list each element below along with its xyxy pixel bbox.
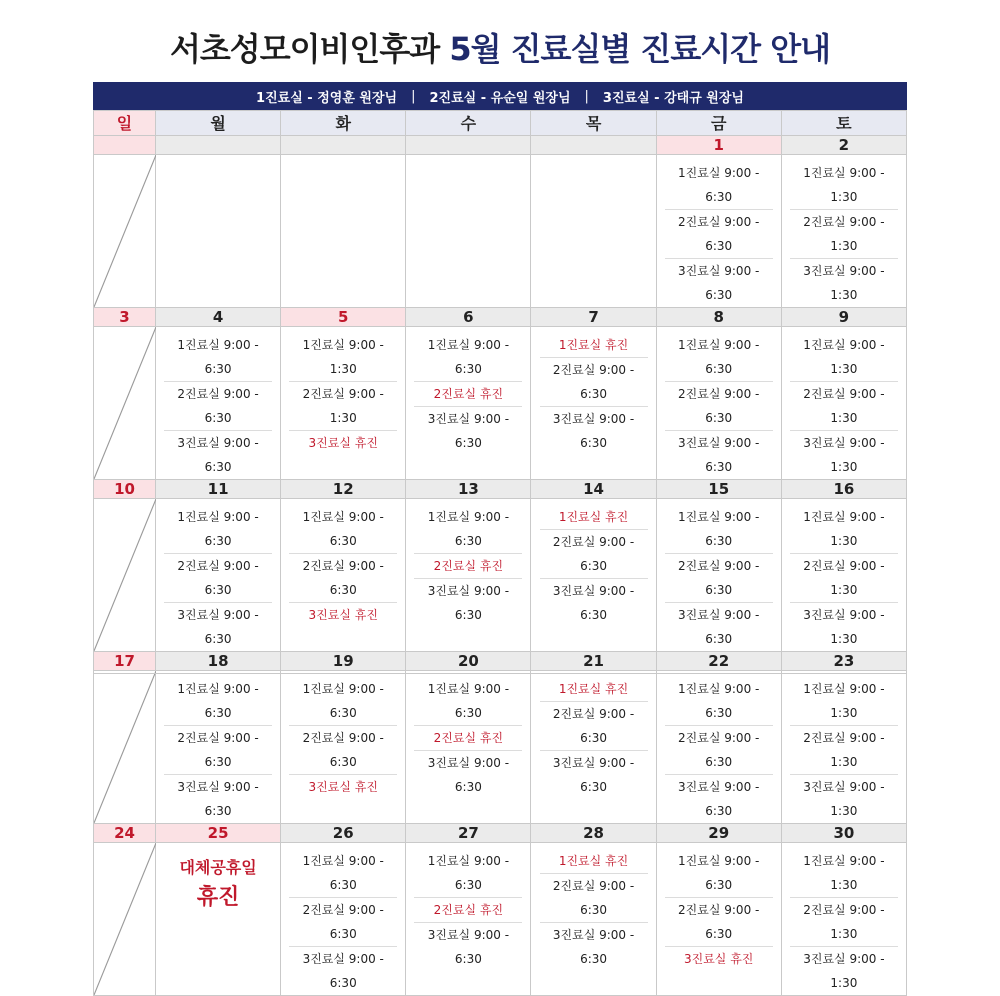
date-number: 21 [583, 652, 604, 670]
room-closed-slot: 2진료실 휴진 [414, 726, 522, 751]
day-schedule-cell [531, 155, 656, 308]
date-cell [281, 136, 406, 155]
room-slot-list [657, 843, 781, 971]
date-number: 16 [833, 480, 855, 498]
room-closed-slot: 3진료실 휴진 [308, 608, 378, 622]
date-number: 30 [833, 824, 855, 842]
room-hours-slot: 3진료실 9:00 - 6:30 [678, 264, 760, 302]
room-closed-slot: 1진료실 휴진 [540, 505, 648, 530]
day-schedule-cell [656, 671, 781, 824]
room-hours-slot: 2진료실 9:00 - 1:30 [790, 210, 898, 259]
date-cell [156, 308, 281, 327]
room-slot-list [406, 671, 530, 799]
room-closed-slot: 1진료실 휴진 [540, 677, 648, 702]
room-slot-list [657, 671, 781, 823]
room-hours-slot: 2진료실 9:00 - 6:30 [665, 382, 773, 431]
room-hours-slot: 1진료실 9:00 - 1:30 [790, 505, 898, 554]
date-cell [156, 824, 281, 843]
date-number: 9 [838, 308, 850, 326]
date-number: 6 [463, 308, 474, 326]
day-schedule-cell [281, 327, 406, 480]
room-slot-list [782, 843, 906, 995]
day-schedule-cell [281, 499, 406, 652]
day-schedule-cell [406, 843, 531, 996]
room-hours-slot: 3진료실 9:00 - 6:30 [552, 412, 635, 450]
room-hours-slot: 1진료실 9:00 - 6:30 [665, 849, 773, 898]
day-schedule-cell [156, 327, 281, 480]
room-slot-list [281, 155, 405, 161]
day-schedule-cell [531, 843, 656, 996]
room-hours-slot: 1진료실 9:00 - 6:30 [289, 849, 397, 898]
room-hours-slot: 2진료실 9:00 - 6:30 [289, 554, 397, 603]
date-cell [531, 824, 656, 843]
date-number: 10 [114, 480, 135, 498]
room-hours-slot: 3진료실 9:00 - 6:30 [552, 756, 635, 794]
room-hours-slot: 2진료실 9:00 - 6:30 [540, 358, 648, 407]
date-number: 3 [119, 308, 130, 326]
date-cell [781, 480, 906, 499]
date-cell [406, 652, 531, 671]
room-hours-slot: 1진료실 9:00 - 6:30 [414, 849, 522, 898]
date-cell [94, 652, 156, 671]
room-hours-slot: 2진료실 9:00 - 1:30 [790, 382, 898, 431]
room-hours-slot: 3진료실 9:00 - 6:30 [177, 780, 259, 818]
room-hours-slot: 3진료실 9:00 - 1:30 [803, 264, 885, 302]
date-cell [531, 308, 656, 327]
date-row [94, 136, 907, 155]
doctor-room-3: 3진료실 - 강태규 원장님 [602, 90, 744, 106]
room-closed-slot: 2진료실 휴진 [414, 898, 522, 923]
date-number: 7 [588, 308, 599, 326]
day-schedule-cell [656, 499, 781, 652]
date-cell [781, 308, 906, 327]
room-hours-slot: 3진료실 9:00 - 6:30 [678, 436, 760, 474]
day-schedule-cell [531, 327, 656, 480]
schedule-row [94, 671, 907, 824]
weekday-wed: 수 [406, 111, 531, 136]
closed-slash-icon [94, 327, 156, 479]
date-cell [94, 824, 156, 843]
date-number: 8 [713, 308, 724, 326]
date-number: 22 [708, 652, 730, 670]
date-cell [781, 136, 906, 155]
room-hours-slot: 3진료실 9:00 - 6:30 [678, 780, 760, 818]
room-hours-slot: 2진료실 9:00 - 6:30 [164, 554, 272, 603]
room-hours-slot: 2진료실 9:00 - 6:30 [289, 726, 397, 775]
room-slot-list [156, 155, 280, 161]
date-number: 23 [833, 652, 855, 670]
closed-slash-icon [94, 843, 156, 995]
day-schedule-cell [156, 671, 281, 824]
doctor-room-1: 1진료실 - 정영훈 원장님 [256, 90, 398, 106]
schedule-row [94, 843, 907, 996]
schedule-row [94, 499, 907, 652]
date-number: 1 [713, 136, 724, 154]
date-cell [656, 308, 781, 327]
day-schedule-cell [781, 499, 906, 652]
date-number: 28 [583, 824, 604, 842]
date-cell [281, 480, 406, 499]
room-hours-slot: 1진료실 9:00 - 6:30 [164, 505, 272, 554]
room-slot-list [531, 499, 655, 627]
room-slot-list [281, 499, 405, 627]
schedule-row [94, 155, 907, 308]
date-cell [656, 136, 781, 155]
room-slot-list [156, 671, 280, 823]
doctor-header-band [93, 82, 907, 110]
weekday-mon: 월 [156, 111, 281, 136]
room-closed-slot: 3진료실 휴진 [308, 436, 378, 450]
room-hours-slot: 2진료실 9:00 - 6:30 [540, 874, 648, 923]
day-schedule-cell [781, 671, 906, 824]
day-schedule-cell [156, 499, 281, 652]
room-hours-slot: 2진료실 9:00 - 6:30 [540, 530, 648, 579]
room-slot-list [406, 843, 530, 971]
room-hours-slot: 3진료실 9:00 - 6:30 [427, 584, 510, 622]
title-highlight: 5월 진료실별 진료시간 안내 [449, 30, 831, 68]
room-hours-slot: 1진료실 9:00 - 6:30 [289, 677, 397, 726]
date-row [94, 308, 907, 327]
date-number: 5 [338, 308, 349, 326]
room-hours-slot: 2진료실 9:00 - 6:30 [164, 382, 272, 431]
room-slot-list [531, 671, 655, 799]
room-hours-slot: 3진료실 9:00 - 1:30 [803, 780, 885, 818]
room-closed-slot: 2진료실 휴진 [414, 554, 522, 579]
room-hours-slot: 1진료실 9:00 - 6:30 [414, 505, 522, 554]
header-separator: | [584, 88, 589, 104]
holiday-cell [156, 843, 281, 996]
date-number: 17 [114, 652, 135, 670]
schedule-row [94, 327, 907, 480]
header-separator: | [411, 88, 416, 104]
room-closed-slot: 1진료실 휴진 [540, 333, 648, 358]
sunday-closed-cell [94, 843, 156, 996]
weekday-sat: 토 [781, 111, 906, 136]
day-schedule-cell [406, 327, 531, 480]
day-schedule-cell [656, 327, 781, 480]
date-cell [406, 824, 531, 843]
date-cell [94, 136, 156, 155]
room-slot-list [406, 499, 530, 627]
room-hours-slot: 3진료실 9:00 - 6:30 [177, 436, 259, 474]
date-number: 13 [457, 480, 479, 498]
room-slot-list [782, 155, 906, 307]
room-closed-slot: 2진료실 휴진 [414, 382, 522, 407]
sunday-closed-cell [94, 327, 156, 480]
date-cell [406, 136, 531, 155]
room-hours-slot: 1진료실 9:00 - 1:30 [790, 333, 898, 382]
date-number: 2 [838, 136, 850, 154]
date-cell [531, 480, 656, 499]
room-hours-slot: 1진료실 9:00 - 6:30 [665, 333, 773, 382]
room-hours-slot: 2진료실 9:00 - 1:30 [790, 898, 898, 947]
room-hours-slot: 3진료실 9:00 - 1:30 [803, 436, 885, 474]
date-cell [656, 824, 781, 843]
room-hours-slot: 3진료실 9:00 - 1:30 [803, 608, 885, 646]
room-hours-slot: 3진료실 9:00 - 6:30 [427, 412, 510, 450]
room-hours-slot: 1진료실 9:00 - 6:30 [665, 161, 773, 210]
room-slot-list [406, 327, 530, 455]
room-slot-list [782, 671, 906, 823]
sunday-closed-cell [94, 155, 156, 308]
date-cell [781, 652, 906, 671]
room-slot-list [531, 327, 655, 455]
doctor-room-2: 2진료실 - 유순일 원장님 [429, 90, 571, 106]
date-number: 24 [114, 824, 135, 842]
room-hours-slot: 1진료실 9:00 - 6:30 [414, 677, 522, 726]
room-hours-slot: 1진료실 9:00 - 1:30 [790, 849, 898, 898]
date-cell [156, 480, 281, 499]
room-hours-slot: 1진료실 9:00 - 1:30 [790, 161, 898, 210]
room-hours-slot: 3진료실 9:00 - 6:30 [552, 584, 635, 622]
weekday-header-row [94, 111, 907, 136]
room-hours-slot: 1진료실 9:00 - 1:30 [289, 333, 397, 382]
room-hours-slot: 3진료실 9:00 - 6:30 [552, 928, 635, 966]
room-closed-slot: 3진료실 휴진 [683, 952, 754, 966]
room-slot-list [531, 155, 655, 161]
date-cell [156, 652, 281, 671]
room-hours-slot: 3진료실 9:00 - 1:30 [803, 952, 885, 990]
day-schedule-cell [406, 155, 531, 308]
room-hours-slot: 3진료실 9:00 - 6:30 [427, 756, 510, 794]
room-closed-slot: 1진료실 휴진 [540, 849, 648, 874]
room-slot-list [156, 499, 280, 651]
room-hours-slot: 2진료실 9:00 - 6:30 [665, 210, 773, 259]
holiday-closed-label: 휴진 [196, 885, 240, 910]
day-schedule-cell [406, 671, 531, 824]
room-hours-slot: 2진료실 9:00 - 1:30 [289, 382, 397, 431]
room-hours-slot: 1진료실 9:00 - 6:30 [289, 505, 397, 554]
room-hours-slot: 3진료실 9:00 - 6:30 [427, 928, 510, 966]
date-number: 27 [457, 824, 479, 842]
room-hours-slot: 2진료실 9:00 - 6:30 [164, 726, 272, 775]
holiday-label: 대체공휴일 [179, 858, 257, 877]
room-hours-slot: 2진료실 9:00 - 6:30 [289, 898, 397, 947]
weekday-thu: 목 [531, 111, 656, 136]
date-cell [281, 824, 406, 843]
room-hours-slot: 1진료실 9:00 - 6:30 [665, 505, 773, 554]
room-hours-slot: 1진료실 9:00 - 6:30 [414, 333, 522, 382]
room-slot-list [281, 327, 405, 455]
day-schedule-cell [281, 671, 406, 824]
date-number: 29 [708, 824, 730, 842]
sunday-closed-cell [94, 671, 156, 824]
room-hours-slot: 3진료실 9:00 - 6:30 [302, 952, 384, 990]
date-number: 14 [583, 480, 604, 498]
room-hours-slot: 2진료실 9:00 - 6:30 [540, 702, 648, 751]
date-number: 25 [207, 824, 229, 842]
date-cell [781, 824, 906, 843]
closed-slash-icon [94, 155, 156, 307]
date-row [94, 480, 907, 499]
day-schedule-cell [406, 499, 531, 652]
room-slot-list [782, 327, 906, 479]
date-cell [406, 480, 531, 499]
date-number: 15 [708, 480, 730, 498]
sunday-closed-cell [94, 499, 156, 652]
room-closed-slot: 3진료실 휴진 [308, 780, 378, 794]
day-schedule-cell [781, 155, 906, 308]
date-number: 19 [332, 652, 354, 670]
weekday-tue: 화 [281, 111, 406, 136]
room-hours-slot: 3진료실 9:00 - 6:30 [678, 608, 760, 646]
date-number: 20 [457, 652, 479, 670]
date-cell [281, 652, 406, 671]
day-schedule-cell [781, 843, 906, 996]
date-cell [531, 652, 656, 671]
day-schedule-cell [656, 155, 781, 308]
closed-slash-icon [94, 671, 156, 823]
room-hours-slot: 2진료실 9:00 - 1:30 [790, 726, 898, 775]
date-cell [656, 652, 781, 671]
room-slot-list [281, 843, 405, 995]
closed-slash-icon [94, 499, 156, 651]
day-schedule-cell [281, 843, 406, 996]
schedule-calendar [93, 110, 907, 996]
title-clinic: 서초성모이비인후과 [169, 30, 450, 68]
date-cell [531, 136, 656, 155]
room-slot-list [406, 155, 530, 161]
room-hours-slot: 2진료실 9:00 - 6:30 [665, 898, 773, 947]
day-schedule-cell [531, 671, 656, 824]
room-slot-list [531, 843, 655, 971]
room-hours-slot: 1진료실 9:00 - 6:30 [665, 677, 773, 726]
day-schedule-cell [156, 155, 281, 308]
day-schedule-cell [531, 499, 656, 652]
room-hours-slot: 3진료실 9:00 - 6:30 [177, 608, 259, 646]
day-schedule-cell [781, 327, 906, 480]
date-number: 12 [332, 480, 354, 498]
room-hours-slot: 2진료실 9:00 - 1:30 [790, 554, 898, 603]
room-hours-slot: 1진료실 9:00 - 6:30 [164, 333, 272, 382]
date-cell [94, 480, 156, 499]
date-cell [281, 308, 406, 327]
room-slot-list [657, 155, 781, 307]
room-slot-list [782, 499, 906, 651]
room-slot-list [657, 327, 781, 479]
room-hours-slot: 1진료실 9:00 - 1:30 [790, 677, 898, 726]
room-hours-slot: 2진료실 9:00 - 6:30 [665, 554, 773, 603]
calendar-bottom-border [93, 673, 907, 674]
holiday-notice [156, 843, 280, 911]
date-cell [94, 308, 156, 327]
room-slot-list [657, 499, 781, 651]
date-number: 18 [207, 652, 229, 670]
date-cell [656, 480, 781, 499]
weekday-fri: 금 [656, 111, 781, 136]
date-number: 4 [212, 308, 224, 326]
date-row [94, 824, 907, 843]
date-number: 11 [207, 480, 229, 498]
date-cell [406, 308, 531, 327]
page-title [0, 24, 1000, 70]
weekday-sun: 일 [94, 111, 156, 136]
date-cell [156, 136, 281, 155]
date-number: 26 [332, 824, 354, 842]
room-slot-list [156, 327, 280, 479]
room-slot-list [281, 671, 405, 799]
room-hours-slot: 1진료실 9:00 - 6:30 [164, 677, 272, 726]
date-row [94, 652, 907, 671]
day-schedule-cell [281, 155, 406, 308]
day-schedule-cell [656, 843, 781, 996]
room-hours-slot: 2진료실 9:00 - 6:30 [665, 726, 773, 775]
